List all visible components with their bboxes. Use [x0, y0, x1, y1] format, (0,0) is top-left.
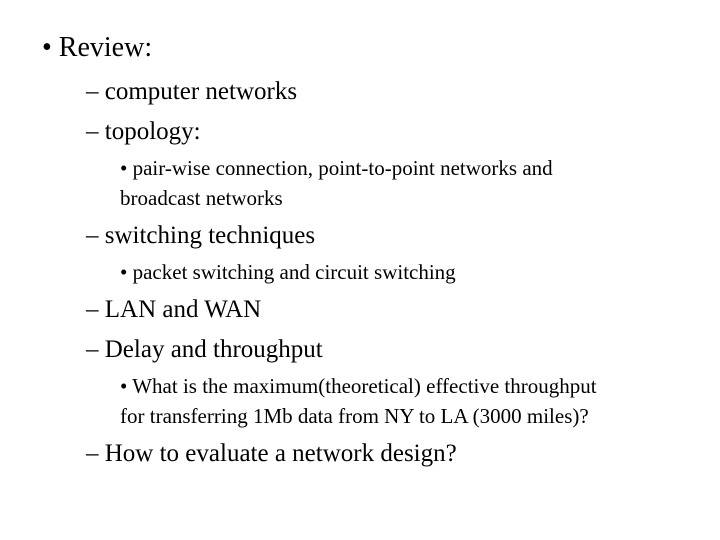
- item-delay-throughput: – Delay and throughput: [86, 336, 323, 363]
- item-evaluate-design: – How to evaluate a network design?: [86, 440, 457, 467]
- item-topology: – topology:: [86, 118, 201, 145]
- item-computer-networks: – computer networks: [86, 78, 298, 105]
- bullet-review: • Review:: [42, 32, 153, 63]
- subitem-packet-circuit: • packet switching and circuit switching: [120, 260, 456, 284]
- subitem-pairwise: • pair-wise connection, point-to-point networks and: [120, 156, 553, 180]
- subitem-max-throughput: • What is the maximum(theoretical) effective throughput: [120, 374, 597, 398]
- item-lan-wan: – LAN and WAN: [86, 296, 262, 323]
- subitem-pairwise-cont: broadcast networks: [120, 186, 283, 210]
- subitem-max-throughput-cont: for transferring 1Mb data from NY to LA (3000 miles)?: [120, 404, 589, 428]
- item-switching-techniques: – switching techniques: [86, 222, 316, 249]
